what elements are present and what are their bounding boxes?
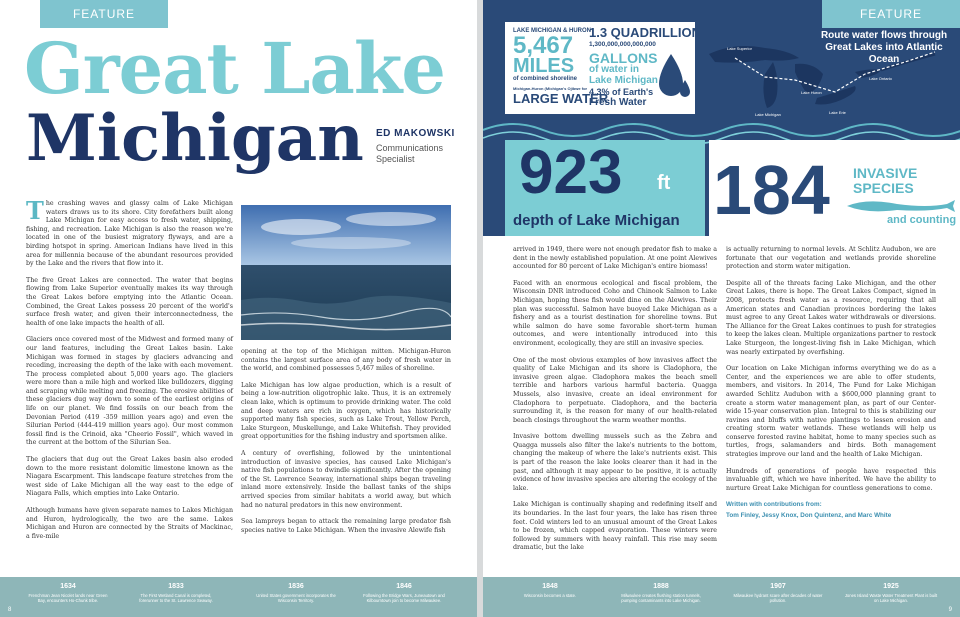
shoreline-caption: of combined shoreline <box>513 76 578 82</box>
left-page <box>0 0 477 617</box>
paragraph: A century of overfishing, followed by the unintentional introduction of invasive species, has caused Lake Michigan's native fish populations to dwindle significantly. After the opening of the St. Lawrence Seaway, international ships began traveling inland more extensively. Inside the ballast tanks of the ships arrived species from similar habitats a world away, but which had no natural predators in this new environment. <box>241 449 451 509</box>
paragraph: is actually returning to normal levels. At Schlitz Audubon, we are fortunate that our vegetation and wetlands provide shoreline protection and storm water mitigation. <box>726 246 936 271</box>
infographic <box>483 0 960 236</box>
shoreline-value: 5,467 <box>513 32 574 59</box>
gallons-caption-2: of water in <box>589 64 640 75</box>
gallons-caption-3: Lake Michigan <box>589 75 658 86</box>
map-label: Lake Erie <box>829 110 846 115</box>
invasive-line-2: SPECIES <box>853 180 914 196</box>
page-number: 9 <box>948 607 952 613</box>
paragraph: Sea lampreys began to attack the remaining large predator fish species native to Lake Michigan. When the invasive Alewife fish <box>241 518 451 534</box>
shoreline-unit: MILES <box>513 55 575 77</box>
paragraph: Faced with an enormous ecological and fiscal problem, the Wisconsin DNR introduced Coho and Chinook Salmon to Lake Michigan, hoping these fish would dine on the Alewives. Their plan was successful. Salmon have buoyed Lake Michigan as a fishery and as a tourist destination for shoreline towns. But while salmon do have some favorable short-term human outcomes, and were intentionally introduced into this environment, ecologically, they are still an invasive species. <box>513 279 717 347</box>
timeline-entry: 1836 United States government incorporates the Wisconsin Territory. <box>256 583 336 603</box>
paragraph: Despite all of the threats facing Lake Michigan, and the other Great Lakes, there is hope. The Great Lakes Compact, signed in 2008, protects fresh water as a resource, requiring that all American states and Canadian provinces bordering the lakes must agree to any Great Lakes water withdrawals or diversions. The Alliance for the Great Lakes continues to push for strategies to keep the lakes clean. Multiple organizations partner to restock Lake Sturgeon, the longest-living fish in Lake Michigan, which was nearly extirpated by overfishing. <box>726 279 936 356</box>
map-label: Lake Huron <box>801 90 822 95</box>
article-column-4 <box>726 246 936 529</box>
feature-tab: FEATURE <box>822 0 960 28</box>
author-name: ED MAKOWSKI <box>376 128 455 139</box>
map-label: Lake Michigan <box>755 112 781 117</box>
invasive-line-1: INVASIVE <box>853 165 918 181</box>
timeline-entry: 1925 Jones Island Waste Water Treatment Plant is built on Lake Michigan. <box>844 583 938 603</box>
article-column-3 <box>513 246 717 561</box>
gallons-caption: GALLONS <box>589 50 658 66</box>
page-number: 8 <box>8 607 12 613</box>
lake-photo <box>241 205 451 340</box>
paragraph: Invasive bottom dwelling mussels such as the Zebra and Quagga mussels also filter the lake's nutrients to the bottom, changing the makeup of where the lake's nutrients exist. This is part of the reason the lake looks clearer than it had in the past, and although it may appear to be positive, it is actually evidence of how invasive species are altering the ecology of the lake. <box>513 433 717 492</box>
paragraph: Lake Michigan has low algae production, which is a result of being a low-nutrition oligotrophic lake. Thus, it is an extremely clean lake, which is optimum to provide drinking water. The cold and deep waters are rich in oxygen, which has historically supported many fish species, such as Lake Trout, Yellow Perch, Lake Sturgeon, Muskellunge, and Lake Whitefish. They provided great opportunities for the fishing industry and sportsmen alike. <box>241 381 451 441</box>
map-label: Lake Ontario <box>869 76 892 81</box>
timeline-entry: 1848 Wisconsin becomes a state. <box>523 583 577 598</box>
paragraph: Glaciers once covered most of the Midwest and formed many of our land features, including the Great Lakes basin. Lake Michigan was formed in stages by glaciers advancing and receding, increasing the depth of the lake with each movement. The process completed about 5,000 years ago. The glaciers were more than a mile high and worked like bulldozers, digging and scraping while melting and freezing. The erosive abilities of these glaciers dug way down to some of the earliest origins of life on our planet. We find fossils on our beach from the Devonian Period (419 -359 million years ago) and even the Silurian Period (444-419 million years ago). Our most common fossil find is the Crinoid, aka "Cheerio Fossil", which waved in the current at the bottom of the Silurian Sea. <box>26 336 233 447</box>
paragraph: The glaciers that dug out the Great Lakes basin also eroded down to the more resistant dolomitic limestone known as the Niagara Escarpment. This landscape feature stretches from the west side of Lake Michigan all the way east to the edge of Niagara Falls, which empties into Lake Ontario. <box>26 456 233 498</box>
title-line-2: Michigan <box>26 101 364 176</box>
fresh-water-pct: 4.3% of Earth's <box>589 87 654 97</box>
large-water-label: LARGE WATER <box>513 91 609 106</box>
gallons-value: 1.3 QUADRILLION <box>589 25 701 40</box>
paragraph: One of the most obvious examples of how invasives affect the quality of Lake Michigan and its shore is Cladophora, the invasive green algae. Cladophora makes the beach smell terrible and harbors various harmful bacteria. Quagga Mussels, also invasive, create an ideal environment for Cladophora to perpetuate. Cladophora, and the bacteria surrounding it, is the reason for many of our health-related beach closings throughout the warm weather months. <box>513 356 717 424</box>
author-role: Communications Specialist <box>376 143 444 164</box>
timeline-left <box>0 577 477 617</box>
water-drops-icon <box>657 50 691 106</box>
timeline-entry: 1846 Following the Bridge Wars, Juneautown and Kilbourntown join to become Milwaukee. <box>363 583 445 603</box>
paragraph: Although humans have given separate names to Lakes Michigan and Huron, hydrologically, the two are the same. Lakes Michigan and Huron are connected by the Straits of Mackinac, a five-mile <box>26 507 233 540</box>
paragraph: The five Great Lakes are connected. The water that begins flowing from Lake Superior eventually makes its way through the Great Lakes before emptying into the Atlantic Ocean. Combined, the Great Lakes possess 20 percent of the world's surface fresh water, and given their interconnectedness, the health of one lake impacts the health of all. <box>26 276 233 327</box>
timeline-entry: 1907 Milwaukee hydrant scare after decades of water pollution. <box>733 583 823 603</box>
paragraph: The crashing waves and glassy calm of Lake Michigan waters draws us to its shore. City forefathers built along Lake Michigan for easy access to fresh water, shipping, fishing, and recreation. Lake Michigan is also the reason we're located in one of the busiest migratory flyways, and are a birding hotspot in spring. American Indians have lived in this area for millennia because of the abundant resources provided by the Lake and the rivers that flow into it. <box>26 196 233 268</box>
shoreline-heading: LAKE MICHIGAN & HURON <box>513 28 591 34</box>
timeline-entry: 1634 Frenchman Jean Nicolet lands near Green Bay, encounters Ho-Chunk tribe. <box>28 583 108 603</box>
route-caption: Route water flows through Great Lakes into Atlantic Ocean <box>820 30 948 65</box>
invasive-value: 184 <box>713 151 830 229</box>
drop-cap: T <box>26 196 44 225</box>
fresh-water-label: Fresh Water <box>589 97 647 108</box>
depth-unit: ft <box>657 172 671 194</box>
credit-names: Tom Finley, Jessy Knox, Don Quintenz, and Marc White <box>726 512 892 520</box>
invasive-line-3: and counting <box>887 214 957 226</box>
timeline-entry: 1833 The First Wetland Canal is completed, forerunner to the St. Lawrence Seaway. <box>139 583 213 603</box>
article-column-2 <box>241 348 451 543</box>
feature-tab: FEATURE <box>40 0 168 28</box>
depth-value: 923 <box>519 138 623 207</box>
timeline-entry: 1888 Milwaukee creates flushing station tunnels, pumping contaminants into Lake Michigan. <box>621 583 701 603</box>
map-label: Lake Superior <box>727 46 752 51</box>
paragraph: Our location on Lake Michigan informs everything we do as a Center, and the experiences we are able to offer students, members, and visitors. In 2014, The Fund for Lake Michigan awarded Schlitz Audubon with a $600,000 planning grant to create a storm water management plan, as part of our Center-wide 15-year conservation plan. Integral to this is stabilizing our ravines and bluffs with native plantings to lessen erosion and creating storm water wetlands. These wetlands will help us conserve forested ravine habitat, home to many species such as turtles, frogs, salamanders and birds. Both management strategies improve our land and the health of Lake Michigan. <box>726 365 936 459</box>
article-column-1 <box>26 196 233 549</box>
gallons-digits: 1,300,000,000,000,000 <box>589 41 656 48</box>
depth-caption: depth of Lake Michigan <box>513 212 680 229</box>
large-water-note: Michigan-Huron (Michigan's Ojibwe for <box>513 86 588 91</box>
paragraph: arrived in 1949, there were not enough predator fish to make a dent in the newly established population. At one point Alewives accounted for 80 percent of Lake Michigan's entire biomass! <box>513 246 717 271</box>
right-page <box>483 0 960 617</box>
fish-icon <box>847 198 957 214</box>
paragraph: opening at the top of the Michigan mitten. Michigan-Huron contains the largest surface area of any body of fresh water in the world, and combined possesses 5,467 miles of shoreline. <box>241 348 451 373</box>
timeline-right <box>483 577 960 617</box>
title-line-1: Great Lake <box>24 27 445 110</box>
credit-heading: Written with contributions from: <box>726 501 822 509</box>
paragraph: Lake Michigan is continually shaping and redefining itself and its boundaries. In the last four years, the lake has risen three feet. Cold winters led to an unusual amount of the Great Lakes to be frozen, which capped evaporation. These winters were followed by summers with heavy rainfall. This rise may seem dramatic, but the lake <box>513 501 717 552</box>
paragraph: Hundreds of generations of people have respected this invaluable gift, which we have inherited. We have the ability to nurture Great Lake Michigan for countless generations to come. <box>726 467 936 492</box>
